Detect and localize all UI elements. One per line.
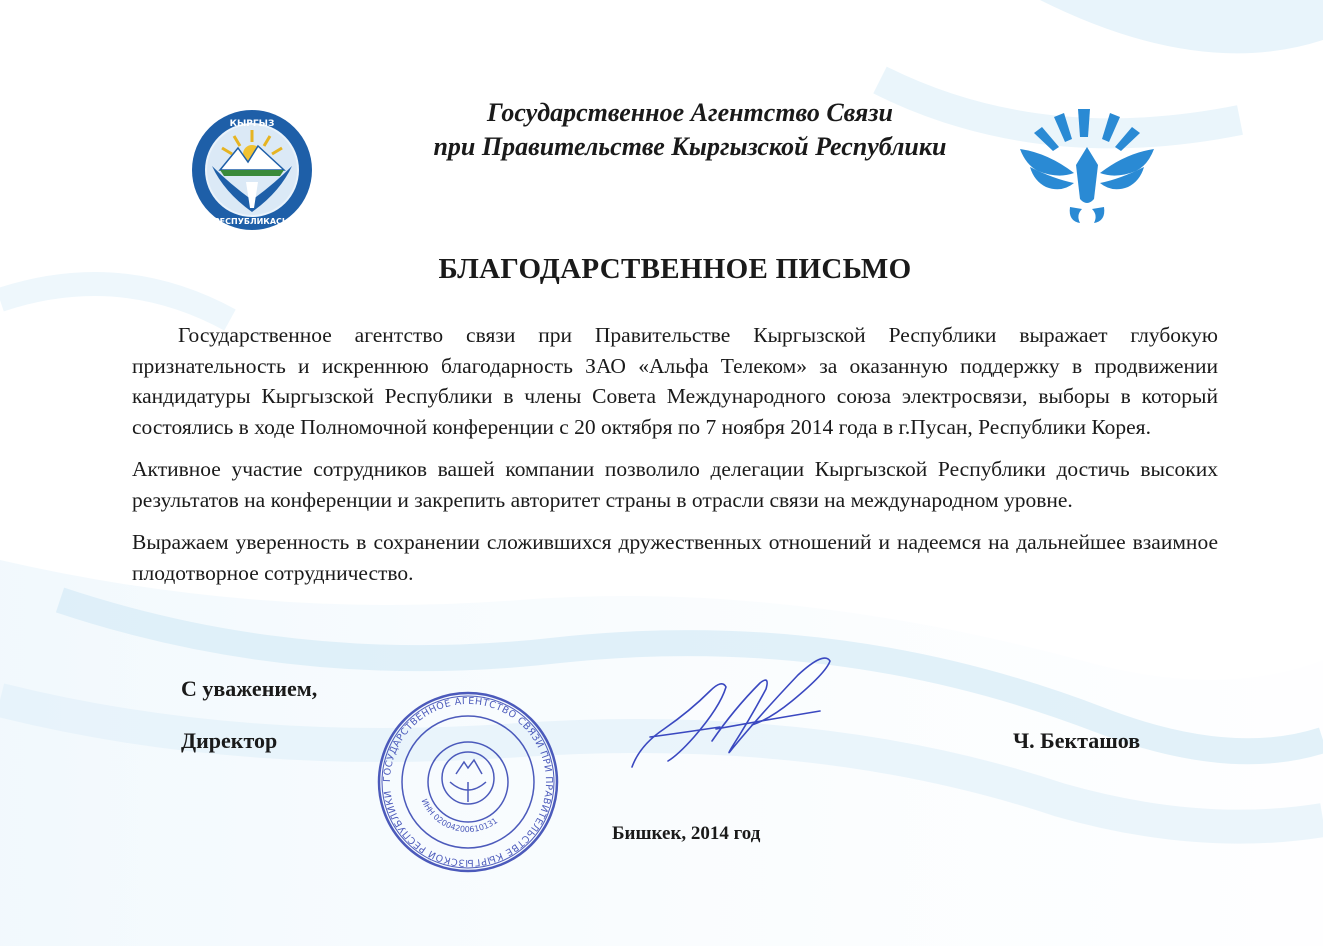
closing-regards: С уважением, [181, 676, 318, 701]
official-round-stamp-icon [376, 690, 560, 874]
agency-name-line1: Государственное Агентство Связи [487, 98, 893, 127]
paragraph-3: Выражаем уверенность в сохранении сложившихся дружественных отношений и надеемся на дальнейшее взаимное плодотворное сотрудничество. [132, 530, 1218, 585]
paragraph-1: Государственное агентство связи при Правительстве Кыргызской Республики выражает глубокую признательность и искреннюю благодарность ЗАО «Альфа Телеком» за оказанную поддержку в продвижении кандидатуры Кыргызской Республики в члены Совета Международного союза электросвязи, выборы в который состоялись в ходе Полномочной конференции с 20 октября по 7 ноября 2014 года в г.Пусан, Республики Корея. [132, 323, 1218, 439]
stamp-inner-text: ИНН 02004200610131 [419, 797, 500, 835]
kyrgyz-state-emblem-icon [190, 108, 314, 232]
svg-text:ГОСУДАРСТВЕННОЕ АГЕНТСТВО СВЯЗ [382, 696, 554, 868]
handwritten-signature-icon [620, 645, 850, 775]
signer-name: Ч. Бекташов [1013, 728, 1141, 753]
emblem-text-bottom: РЕСПУБЛИКАСЫ [213, 217, 291, 226]
paragraph-2: Активное участие сотрудников вашей компании позволило делегации Кыргызской Республики достичь высоких результатов на конференции и закрепить авторитет страны в отрасли связи на международном уровне. [132, 457, 1218, 512]
letter-body [132, 320, 1218, 600]
stamp-outer-text: ГОСУДАРСТВЕННОЕ АГЕНТСТВО СВЯЗИ ПРИ ПРАВИТЕЛЬСТВЕ КЫРГЫЗСКОЙ РЕСПУБЛИКИ [381, 695, 555, 869]
agency-name-line2: при Правительстве Кыргызской Республики [433, 132, 947, 161]
place-and-date: Бишкек, 2014 год [612, 823, 761, 844]
letter-title: БЛАГОДАРСТВЕННОЕ ПИСЬМО [438, 253, 912, 285]
agency-name [340, 96, 1040, 164]
signer-position: Директор [181, 728, 278, 753]
agency-wing-logo-icon [1018, 103, 1156, 231]
emblem-text-top: КЫРГЫЗ [229, 119, 275, 129]
